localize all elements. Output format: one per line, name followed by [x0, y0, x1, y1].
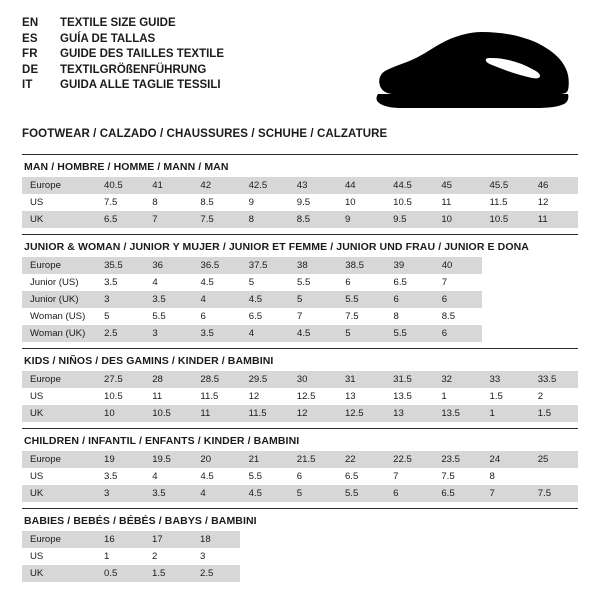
size-cell: 22.5	[385, 451, 433, 468]
size-cell: 7	[144, 211, 192, 228]
size-cell: 17	[144, 531, 192, 548]
table-row	[22, 565, 240, 582]
size-cell: 41	[144, 177, 192, 194]
size-cell: 42.5	[241, 177, 289, 194]
size-cell: 5.5	[337, 291, 385, 308]
size-cell: 6	[434, 291, 482, 308]
size-cell: 42	[192, 177, 240, 194]
size-cell: 11	[433, 194, 481, 211]
size-cell: 40	[434, 257, 482, 274]
size-cell: 8	[385, 308, 433, 325]
size-cell: 6	[434, 325, 482, 342]
size-cell: 29.5	[241, 371, 289, 388]
size-cell: 11	[144, 388, 192, 405]
size-cell: 7.5	[530, 485, 578, 502]
size-cell: 8.5	[192, 194, 240, 211]
size-cell: 40.5	[96, 177, 144, 194]
row-label: US	[22, 388, 96, 405]
size-cell: 31	[337, 371, 385, 388]
size-cell: 16	[96, 531, 144, 548]
size-cell: 6	[337, 274, 385, 291]
block-title: KIDS / NIÑOS / DES GAMINS / KINDER / BAMBINI	[24, 355, 274, 367]
size-cell: 4	[241, 325, 289, 342]
dress-shoe-icon	[372, 30, 572, 112]
size-cell: 4	[192, 485, 240, 502]
size-cell: 5.5	[144, 308, 192, 325]
divider	[22, 154, 578, 155]
size-cell: 2	[530, 388, 578, 405]
size-cell: 9.5	[289, 194, 337, 211]
size-cell: 1	[482, 405, 530, 422]
size-table	[22, 257, 482, 342]
table-row	[22, 405, 578, 422]
size-cell: 33	[482, 371, 530, 388]
size-cell: 19.5	[144, 451, 192, 468]
size-cell: 3	[96, 485, 144, 502]
page-header	[22, 16, 578, 112]
size-table	[22, 531, 240, 582]
size-cell: 8	[482, 468, 530, 485]
block-title: MAN / HOMBRE / HOMME / MANN / MAN	[24, 161, 229, 173]
size-cell: 5	[241, 274, 289, 291]
size-cell: 2.5	[192, 565, 240, 582]
language-title: GUÍA DE TALLAS	[60, 32, 156, 45]
size-cell: 20	[192, 451, 240, 468]
size-cell: 5.5	[337, 485, 385, 502]
size-cell: 4.5	[192, 468, 240, 485]
size-cell: 13	[385, 405, 433, 422]
size-cell: 3	[96, 291, 144, 308]
row-label: Woman (UK)	[22, 325, 96, 342]
size-cell: 4.5	[289, 325, 337, 342]
table-row	[22, 274, 482, 291]
size-cell: 6	[193, 308, 241, 325]
size-cell: 1.5	[482, 388, 530, 405]
size-cell: 6.5	[433, 485, 481, 502]
size-cell: 5	[289, 291, 337, 308]
size-cell: 10	[337, 194, 385, 211]
size-cell: 7	[385, 468, 433, 485]
size-cell: 32	[433, 371, 481, 388]
size-cell: 6	[289, 468, 337, 485]
size-cell: 33.5	[530, 371, 578, 388]
size-cell: 46	[530, 177, 578, 194]
size-cell: 12.5	[337, 405, 385, 422]
row-label: Europe	[22, 371, 96, 388]
size-cell: 8	[144, 194, 192, 211]
size-cell: 27.5	[96, 371, 144, 388]
size-cell: 31.5	[385, 371, 433, 388]
size-cell: 21	[241, 451, 289, 468]
table-row	[22, 468, 578, 485]
size-table	[22, 371, 578, 422]
size-cell: 11.5	[241, 405, 289, 422]
size-cell: 7.5	[337, 308, 385, 325]
row-label: UK	[22, 565, 96, 582]
size-cell: 3.5	[96, 274, 144, 291]
size-table	[22, 177, 578, 228]
size-cell: 7	[482, 485, 530, 502]
size-cell: 7.5	[192, 211, 240, 228]
block-title: CHILDREN / INFANTIL / ENFANTS / KINDER / BAMBINI	[24, 435, 300, 447]
size-cell: 4.5	[193, 274, 241, 291]
size-cell: 35.5	[96, 257, 144, 274]
size-cell: 5	[96, 308, 144, 325]
block-title: JUNIOR & WOMAN / JUNIOR Y MUJER / JUNIOR ET FEMME / JUNIOR UND FRAU / JUNIOR E DONA	[24, 241, 529, 253]
size-cell: 38.5	[337, 257, 385, 274]
table-row	[22, 308, 482, 325]
size-cell: 3	[192, 548, 240, 565]
size-cell: 10.5	[144, 405, 192, 422]
size-cell: 3.5	[96, 468, 144, 485]
size-cell: 8.5	[289, 211, 337, 228]
size-cell: 6.5	[96, 211, 144, 228]
size-cell: 0.5	[96, 565, 144, 582]
size-cell: 7.5	[96, 194, 144, 211]
size-cell: 9.5	[385, 211, 433, 228]
size-cell: 8	[241, 211, 289, 228]
size-cell: 3.5	[144, 291, 192, 308]
size-cell: 25	[530, 451, 578, 468]
size-cell: 1.5	[144, 565, 192, 582]
language-title: TEXTILE SIZE GUIDE	[60, 17, 176, 29]
language-title: GUIDA ALLE TAGLIE TESSILI	[60, 79, 221, 92]
size-cell: 11.5	[192, 388, 240, 405]
size-cell: 5.5	[385, 325, 433, 342]
size-cell: 19	[96, 451, 144, 468]
language-code: EN	[22, 17, 39, 29]
size-cell: 1.5	[530, 405, 578, 422]
language-row	[22, 47, 224, 63]
size-cell: 45	[433, 177, 481, 194]
size-cell: 8.5	[434, 308, 482, 325]
row-label: UK	[22, 405, 96, 422]
size-cell: 45.5	[482, 177, 530, 194]
size-table	[22, 451, 578, 502]
size-cell: 13.5	[433, 405, 481, 422]
size-cell: 9	[241, 194, 289, 211]
size-cell: 44	[337, 177, 385, 194]
size-cell: 12	[289, 405, 337, 422]
size-cell: 11.5	[482, 194, 530, 211]
size-cell: 13.5	[385, 388, 433, 405]
size-cell: 23.5	[433, 451, 481, 468]
row-label: Europe	[22, 257, 96, 274]
size-cell: 9	[337, 211, 385, 228]
size-cell: 13	[337, 388, 385, 405]
size-cell: 5	[289, 485, 337, 502]
size-cell: 1	[433, 388, 481, 405]
divider	[22, 234, 578, 235]
size-block-junior-woman	[22, 241, 578, 342]
size-cell: 37.5	[241, 257, 289, 274]
size-cell: 6.5	[337, 468, 385, 485]
size-block-babies	[22, 515, 578, 582]
size-cell: 30	[289, 371, 337, 388]
size-cell: 4.5	[241, 485, 289, 502]
size-cell: 7.5	[433, 468, 481, 485]
size-block-children	[22, 435, 578, 502]
language-row	[22, 78, 224, 94]
table-row	[22, 325, 482, 342]
size-cell: 36.5	[193, 257, 241, 274]
divider	[22, 428, 578, 429]
language-titles	[22, 16, 224, 94]
size-cell: 38	[289, 257, 337, 274]
size-cell: 11	[530, 211, 578, 228]
size-cell: 4	[144, 468, 192, 485]
size-cell: 44.5	[385, 177, 433, 194]
size-cell: 39	[385, 257, 433, 274]
size-cell: 28	[144, 371, 192, 388]
table-row	[22, 194, 578, 211]
table-row	[22, 388, 578, 405]
size-cell: 6.5	[241, 308, 289, 325]
row-label: Junior (US)	[22, 274, 96, 291]
table-row	[22, 257, 482, 274]
size-cell: 10.5	[482, 211, 530, 228]
row-label: US	[22, 468, 96, 485]
row-label: Woman (US)	[22, 308, 96, 325]
size-cell: 6	[385, 291, 433, 308]
row-label: US	[22, 548, 96, 565]
language-code: FR	[22, 48, 38, 61]
size-cell: 7	[434, 274, 482, 291]
size-cell: 12.5	[289, 388, 337, 405]
divider	[22, 348, 578, 349]
language-row	[22, 32, 224, 48]
table-row	[22, 291, 482, 308]
size-cell: 3.5	[144, 485, 192, 502]
size-cell: 3	[144, 325, 192, 342]
table-row	[22, 485, 578, 502]
size-cell: 6	[385, 485, 433, 502]
language-code: IT	[22, 79, 33, 92]
row-label: US	[22, 194, 96, 211]
language-title: GUIDE DES TAILLES TEXTILE	[60, 48, 224, 61]
size-cell: 3.5	[193, 325, 241, 342]
row-label: UK	[22, 211, 96, 228]
language-row	[22, 16, 224, 32]
language-code: ES	[22, 32, 38, 45]
table-row	[22, 531, 240, 548]
size-cell: 5	[337, 325, 385, 342]
size-cell: 21.5	[289, 451, 337, 468]
table-row	[22, 211, 578, 228]
size-cell: 10	[433, 211, 481, 228]
size-cell: 5.5	[241, 468, 289, 485]
size-cell: 2.5	[96, 325, 144, 342]
language-code: DE	[22, 63, 39, 76]
size-cell: 10.5	[96, 388, 144, 405]
row-label: Europe	[22, 531, 96, 548]
size-cell: 28.5	[192, 371, 240, 388]
table-row	[22, 177, 578, 194]
size-cell: 12	[241, 388, 289, 405]
size-cell: 36	[144, 257, 192, 274]
size-cell: 4	[193, 291, 241, 308]
category-line: FOOTWEAR / CALZADO / CHAUSSURES / SCHUHE / CALZATURE	[22, 128, 388, 140]
size-cell: 11	[192, 405, 240, 422]
size-cell: 2	[144, 548, 192, 565]
row-label: UK	[22, 485, 96, 502]
language-title: TEXTILGRÖßENFÜHRUNG	[60, 63, 207, 76]
block-title: BABIES / BEBÉS / BÉBÉS / BABYS / BAMBINI	[24, 515, 257, 527]
size-cell: 24	[482, 451, 530, 468]
size-cell: 4	[144, 274, 192, 291]
table-row	[22, 548, 240, 565]
size-cell: 10	[96, 405, 144, 422]
row-label: Junior (UK)	[22, 291, 96, 308]
size-cell: 7	[289, 308, 337, 325]
size-block-kids	[22, 355, 578, 422]
row-label: Europe	[22, 177, 96, 194]
language-row	[22, 63, 224, 79]
divider	[22, 508, 578, 509]
size-cell	[530, 468, 578, 485]
size-cell: 18	[192, 531, 240, 548]
size-cell: 4.5	[241, 291, 289, 308]
size-cell: 6.5	[385, 274, 433, 291]
table-row	[22, 451, 578, 468]
size-cell: 1	[96, 548, 144, 565]
size-block-man	[22, 161, 578, 228]
size-cell: 10.5	[385, 194, 433, 211]
table-row	[22, 371, 578, 388]
size-cell: 22	[337, 451, 385, 468]
row-label: Europe	[22, 451, 96, 468]
size-cell: 43	[289, 177, 337, 194]
size-cell: 5.5	[289, 274, 337, 291]
size-cell: 12	[530, 194, 578, 211]
